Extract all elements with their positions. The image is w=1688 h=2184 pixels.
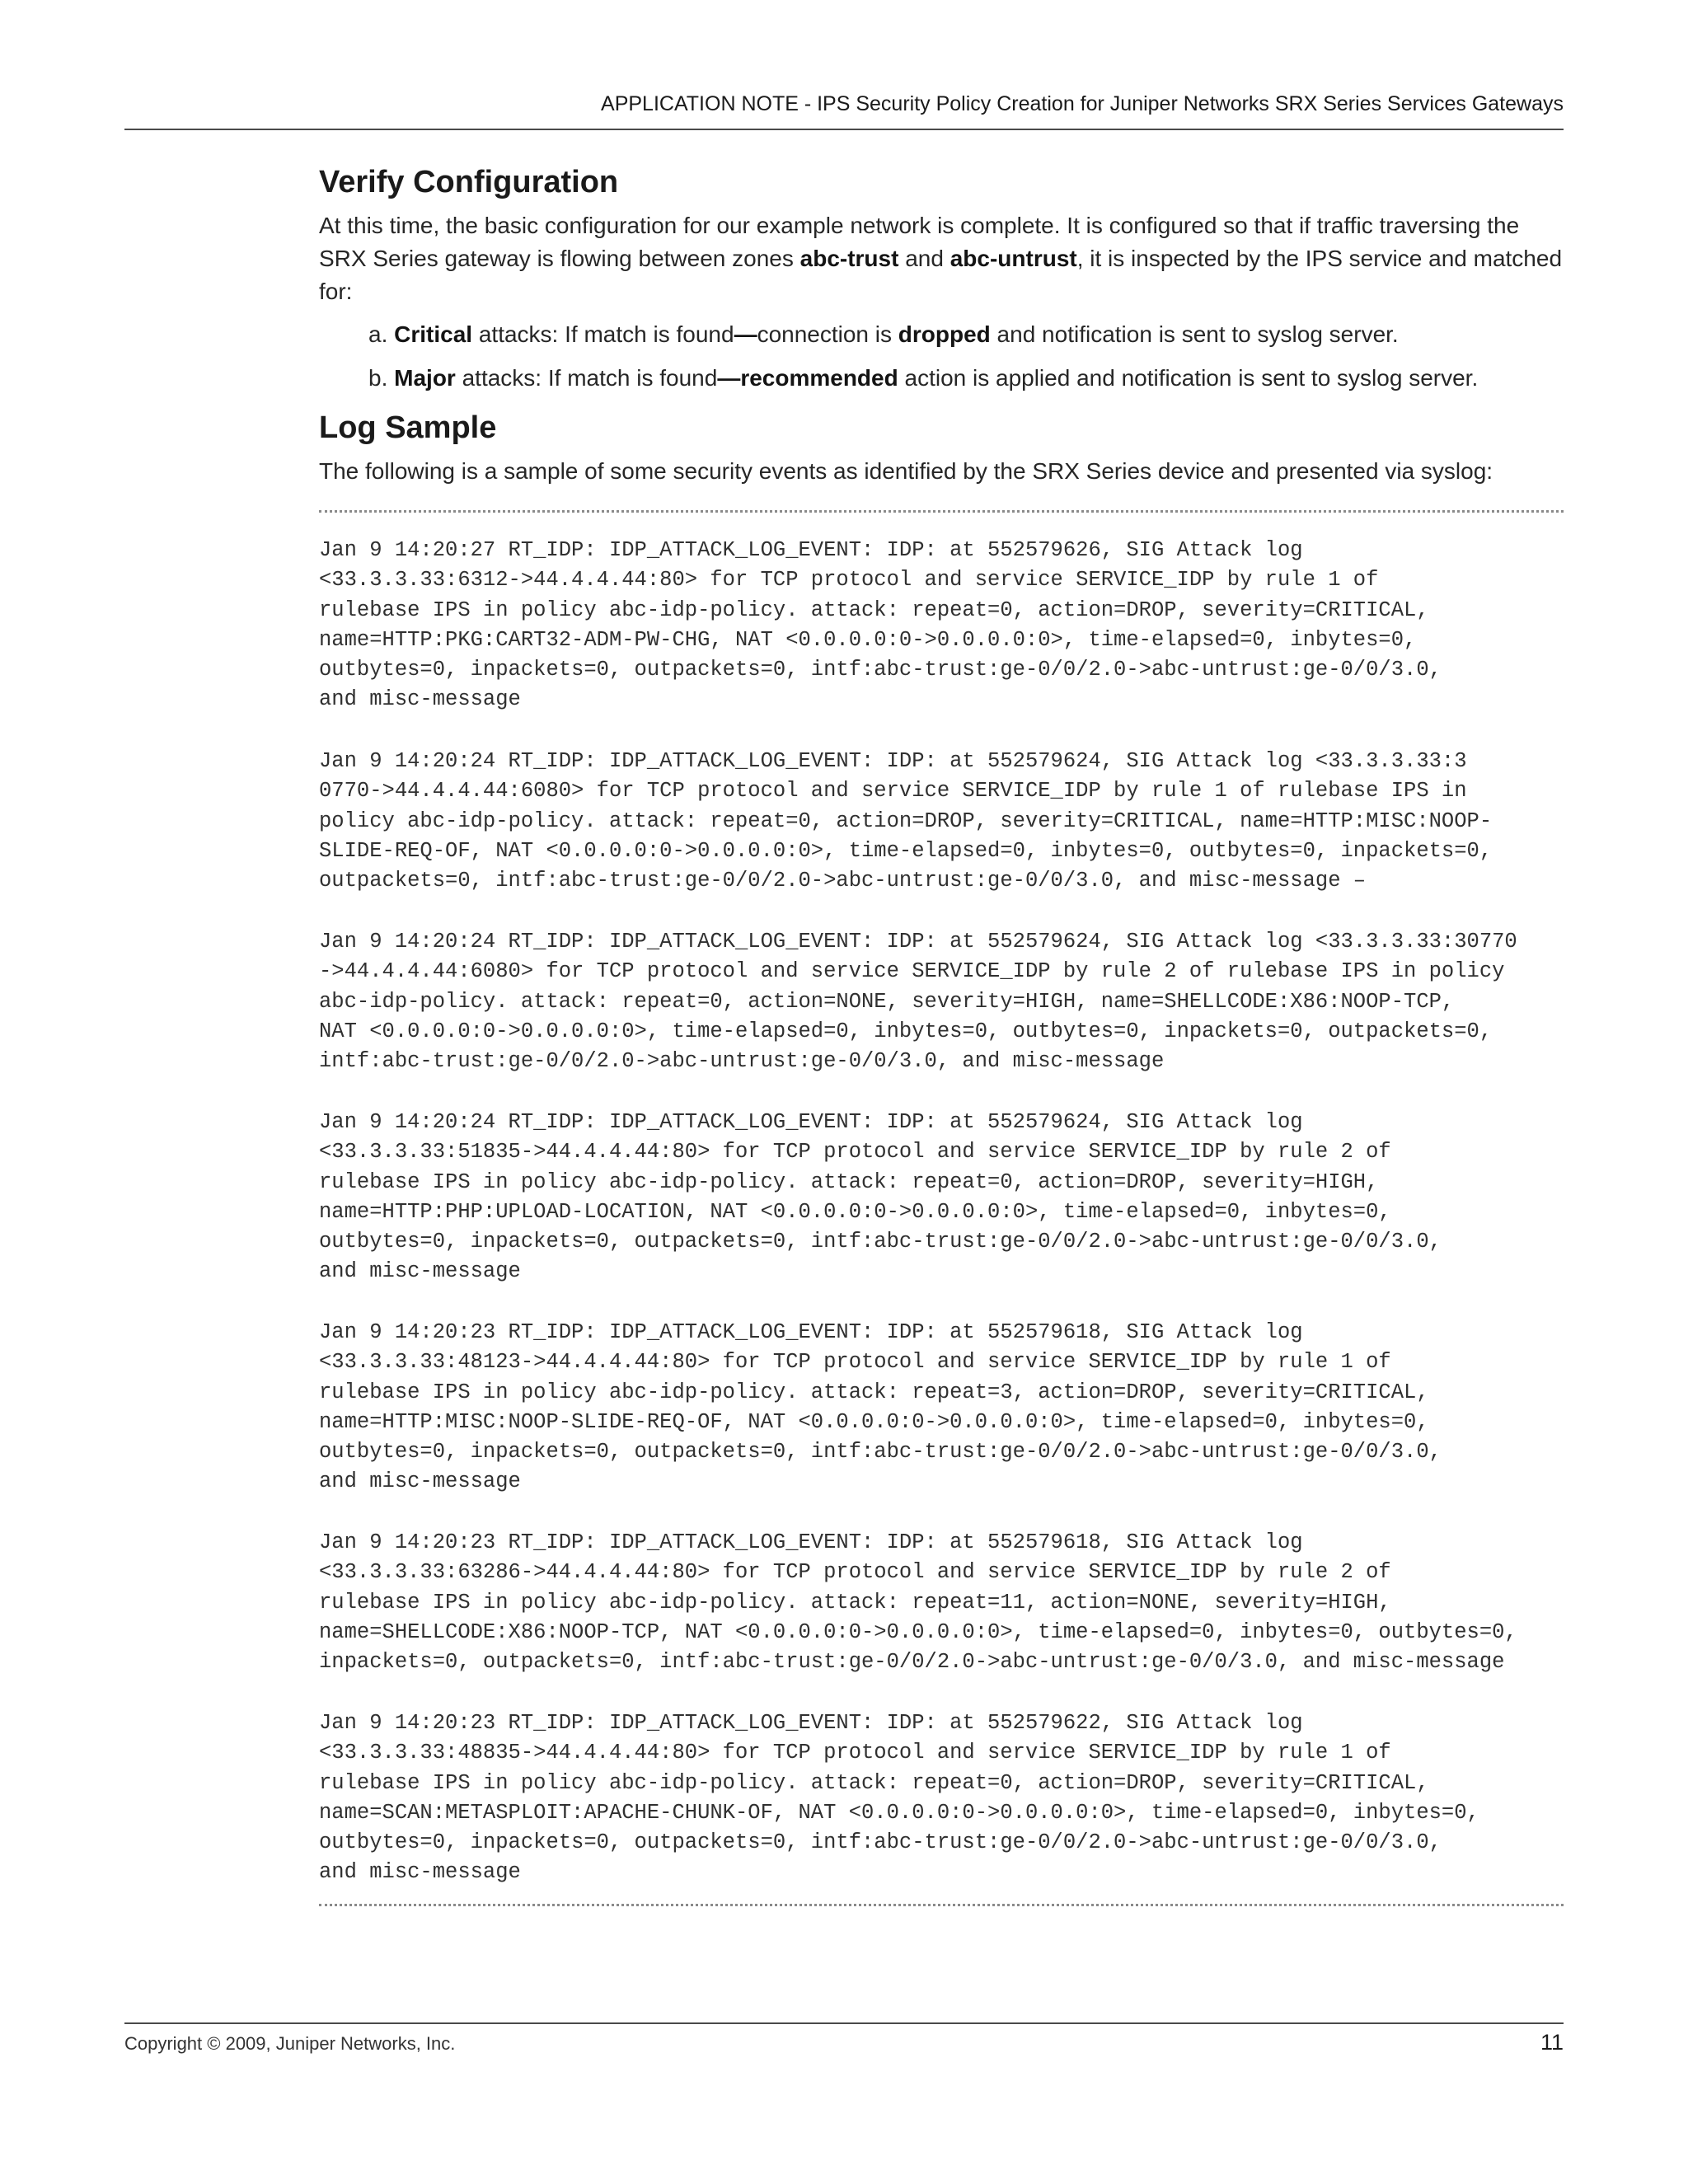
list-item-text: attacks: If match is found [472, 321, 734, 347]
list-item-text: connection is [757, 321, 898, 347]
em-dash: — [734, 321, 757, 347]
list-item-major [368, 362, 1478, 395]
recommended-label: recommended [740, 365, 898, 391]
log-sample-intro: The following is a sample of some security events as identified by the SRX Series device and presented via syslog: [319, 458, 1493, 484]
list-item-text: and notification is sent to syslog server. [990, 321, 1399, 347]
verify-intro-and: and [898, 246, 950, 271]
header-divider [124, 129, 1564, 130]
log-entry: Jan 9 14:20:24 RT_IDP: IDP_ATTACK_LOG_EVENT: IDP: at 552579624, SIG Attack log <33.3.3.33:30770 ->44.4.4.44:6080> for TCP protocol and service SERVICE_IDP by rule 2 of rulebase IPS in policy abc-idp-policy. attack: repeat=0, action=NONE, severity=HIGH, name=SHELLCODE:X86:NOOP-TCP, NAT <0.0.0.0:0->0.0.0.0:0>, time-elapsed=0, inbytes=0, outbytes=0, inpackets=0, outpackets=0, intf:abc-trust:ge-0/0/2.0->abc-untrust:ge-0/0/3.0, and misc-message [319, 930, 1517, 1074]
verify-intro-text-2: , it is inspected by the IPS service and matched for: [319, 246, 1563, 304]
verify-intro-paragraph [319, 209, 1564, 308]
list-marker: a. [368, 321, 395, 347]
list-item-text: action is applied and notification is sent to syslog server. [898, 365, 1479, 391]
log-entry: Jan 9 14:20:24 RT_IDP: IDP_ATTACK_LOG_EVENT: IDP: at 552579624, SIG Attack log <33.3.3.33:3 0770->44.4.4.44:6080> for TCP protocol and service SERVICE_IDP by rule 1 of rulebase IPS in policy abc-idp-policy. attack: repeat=0, action=DROP, severity=CRITICAL, name=HTTP:MISC:NOOP- SLIDE-REQ-OF, NAT <0.0.0.0:0->0.0.0.0:0>, time-elapsed=0, inbytes=0, outbytes=0, inpackets=0, outpackets=0, intf:abc-trust:ge-0/0/2.0->abc-untrust:ge-0/0/3.0, and misc-message – [319, 749, 1493, 893]
page-number: 11 [1540, 2030, 1564, 2055]
log-top-divider [319, 510, 1564, 513]
list-item-critical [368, 318, 1399, 351]
zone-untrust-label: abc-untrust [950, 246, 1077, 271]
major-label: Major [394, 365, 456, 391]
log-entry: Jan 9 14:20:27 RT_IDP: IDP_ATTACK_LOG_EVENT: IDP: at 552579626, SIG Attack log <33.3.3.33:6312->44.4.4.44:80> for TCP protocol and service SERVICE_IDP by rule 1 of rulebase IPS in policy abc-idp-policy. attack: repeat=0, action=DROP, severity=CRITICAL, name=HTTP:PKG:CART32-ADM-PW-CHG, NAT <0.0.0.0:0->0.0.0.0:0>, time-elapsed=0, inbytes=0, outbytes=0, inpackets=0, outpackets=0, intf:abc-trust:ge-0/0/2.0->abc-untrust:ge-0/0/3.0, and misc-message [319, 538, 1442, 712]
footer-copyright: Copyright © 2009, Juniper Networks, Inc. [124, 2033, 456, 2054]
list-item-text: attacks: If match is found [455, 365, 718, 391]
list-marker: b. [368, 365, 395, 391]
verify-intro-text-1: At this time, the basic configuration for our example network is complete. It is configured so that if traffic traversing the SRX Series gateway is flowing between zones [319, 213, 1520, 271]
critical-label: Critical [394, 321, 473, 347]
log-entry: Jan 9 14:20:23 RT_IDP: IDP_ATTACK_LOG_EVENT: IDP: at 552579618, SIG Attack log <33.3.3.33:63286->44.4.4.44:80> for TCP protocol and service SERVICE_IDP by rule 2 of rulebase IPS in policy abc-idp-policy. attack: repeat=11, action=NONE, severity=HIGH, name=SHELLCODE:X86:NOOP-TCP, NAT <0.0.0.0:0->0.0.0.0:0>, time-elapsed=0, inbytes=0, outbytes=0, inpackets=0, outpackets=0, intf:abc-trust:ge-0/0/2.0->abc-untrust:ge-0/0/3.0, and misc-message [319, 1530, 1517, 1675]
log-entry: Jan 9 14:20:23 RT_IDP: IDP_ATTACK_LOG_EVENT: IDP: at 552579622, SIG Attack log <33.3.3.33:48835->44.4.4.44:80> for TCP protocol and service SERVICE_IDP by rule 1 of rulebase IPS in policy abc-idp-policy. attack: repeat=0, action=DROP, severity=CRITICAL, name=SCAN:METASPLOIT:APACHE-CHUNK-OF, NAT <0.0.0.0:0->0.0.0.0:0>, time-elapsed=0, inbytes=0, outbytes=0, inpackets=0, outpackets=0, intf:abc-trust:ge-0/0/2.0->abc-untrust:ge-0/0/3.0, and misc-message [319, 1711, 1479, 1885]
dropped-label: dropped [898, 321, 991, 347]
footer-divider [124, 2022, 1564, 2024]
log-entry: Jan 9 14:20:23 RT_IDP: IDP_ATTACK_LOG_EVENT: IDP: at 552579618, SIG Attack log <33.3.3.33:48123->44.4.4.44:80> for TCP protocol and service SERVICE_IDP by rule 1 of rulebase IPS in policy abc-idp-policy. attack: repeat=3, action=DROP, severity=CRITICAL, name=HTTP:MISC:NOOP-SLIDE-REQ-OF, NAT <0.0.0.0:0->0.0.0.0:0>, time-elapsed=0, inbytes=0, outbytes=0, inpackets=0, outpackets=0, intf:abc-trust:ge-0/0/2.0->abc-untrust:ge-0/0/3.0, and misc-message [319, 1320, 1442, 1494]
log-sample-heading: Log Sample [319, 410, 497, 445]
verify-configuration-heading: Verify Configuration [319, 165, 619, 199]
log-bottom-divider [319, 1904, 1564, 1906]
log-entry: Jan 9 14:20:24 RT_IDP: IDP_ATTACK_LOG_EVENT: IDP: at 552579624, SIG Attack log <33.3.3.33:51835->44.4.4.44:80> for TCP protocol and service SERVICE_IDP by rule 2 of rulebase IPS in policy abc-idp-policy. attack: repeat=0, action=DROP, severity=HIGH, name=HTTP:PHP:UPLOAD-LOCATION, NAT <0.0.0.0:0->0.0.0.0:0>, time-elapsed=0, inbytes=0, outbytes=0, inpackets=0, outpackets=0, intf:abc-trust:ge-0/0/2.0->abc-untrust:ge-0/0/3.0, and misc-message [319, 1110, 1442, 1284]
running-header: APPLICATION NOTE - IPS Security Policy Creation for Juniper Networks SRX Series Services Gateways [601, 92, 1564, 115]
em-dash: — [717, 365, 741, 391]
zone-trust-label: abc-trust [799, 246, 899, 271]
